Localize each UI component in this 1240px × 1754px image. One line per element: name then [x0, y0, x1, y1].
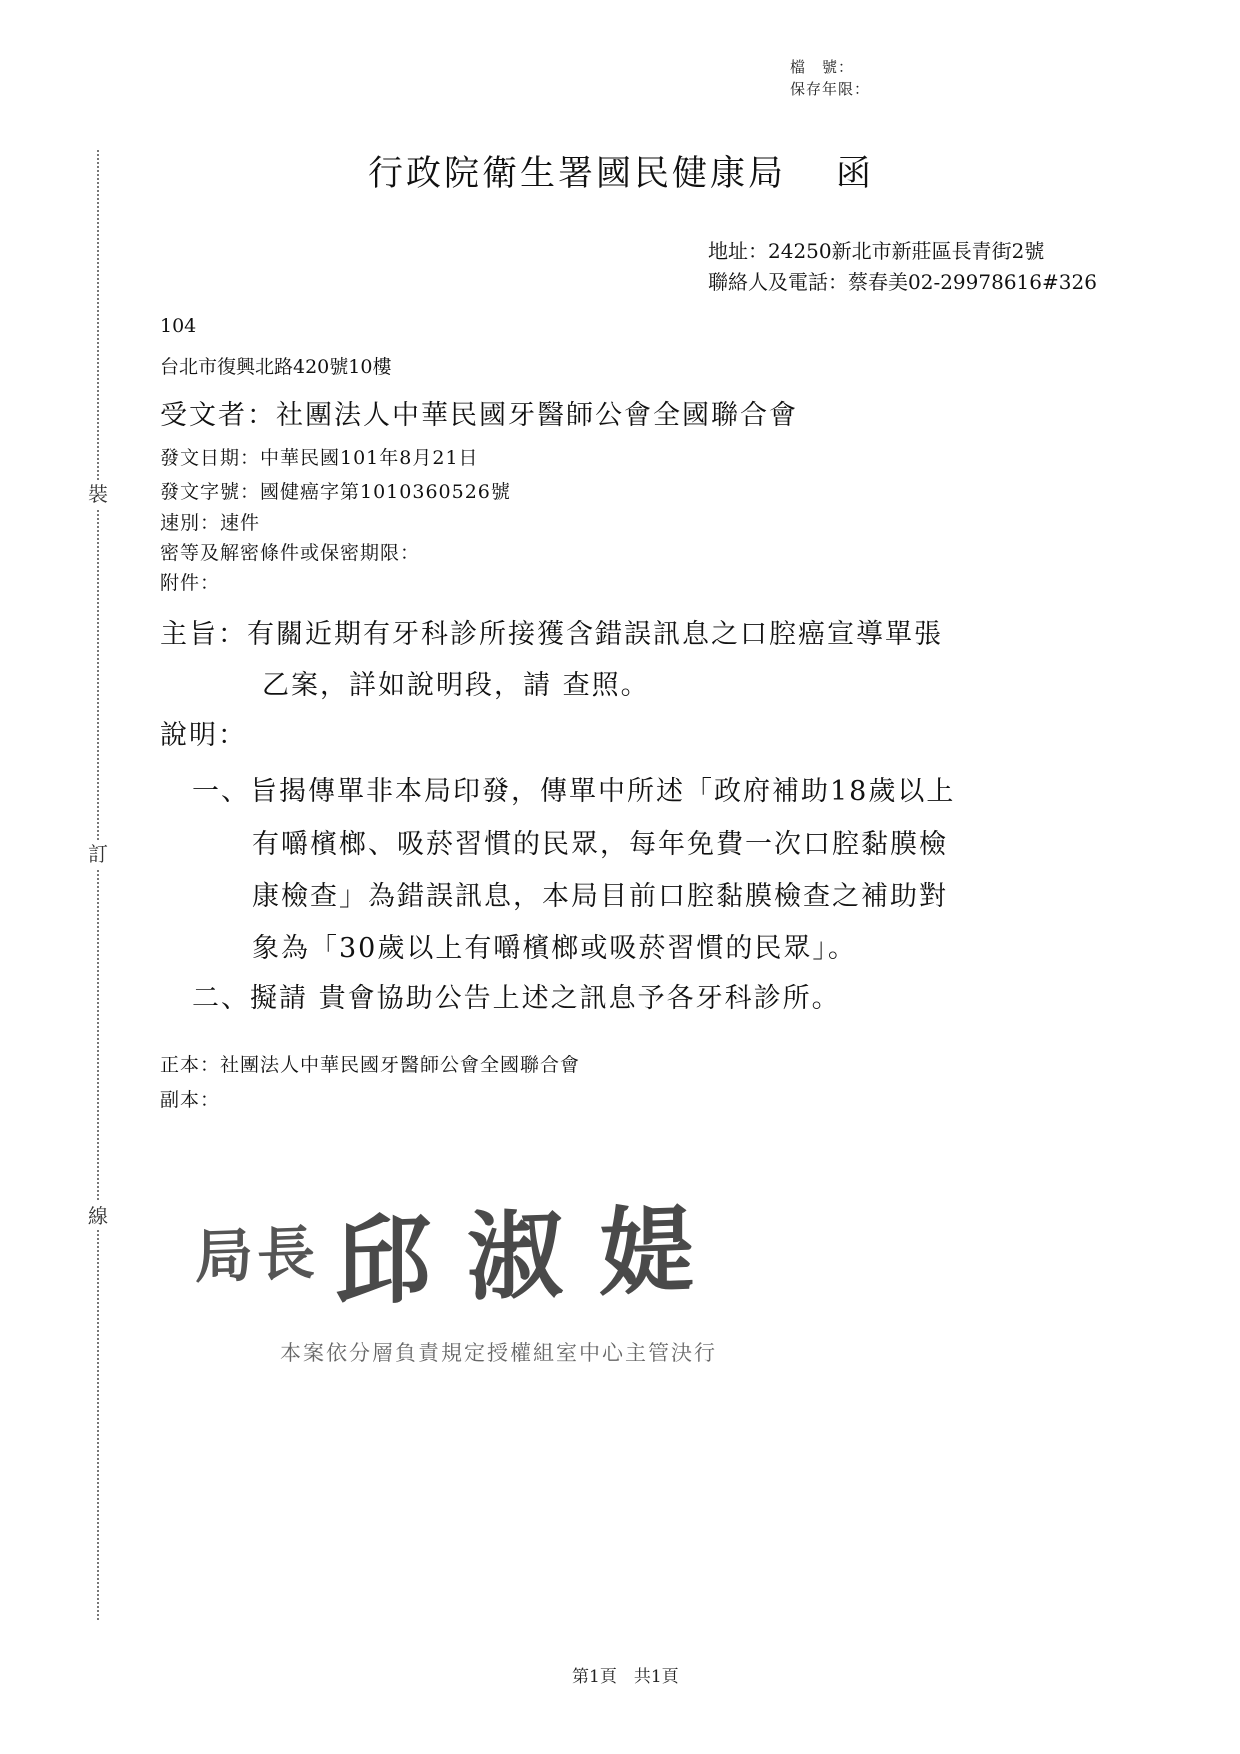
file-number-label: 檔 號： [790, 58, 855, 76]
document-number: 發文字號：國健癌字第1010360526號 [160, 481, 511, 503]
subject-line-1: 主旨：有關近期有牙科診所接獲含錯誤訊息之口腔癌宣導單張 [160, 619, 943, 650]
issue-date: 發文日期：中華民國101年8月21日 [160, 447, 479, 469]
subject-line-2: 乙案，詳如說明段，請 查照。 [262, 670, 650, 701]
explanation-item-1-line-3: 康檢查」為錯誤訊息，本局目前口腔黏膜檢查之補助對 [252, 881, 948, 912]
sender-address: 地址：24250新北市新莊區長青街2號 [708, 239, 1045, 263]
sender-info [708, 236, 1097, 298]
explanation-item-1-line-1: 一、旨揭傳單非本局印發，傳單中所述「政府補助18歲以上 [192, 776, 956, 807]
copy-recipient: 副本： [160, 1089, 221, 1111]
delivery-speed: 速別：速件 [160, 512, 261, 534]
recipient-name: 受文者：社團法人中華民國牙醫師公會全國聯合會 [160, 400, 798, 431]
recipient-zip: 104 [160, 315, 197, 337]
explanation-item-1-line-4: 象為「30歲以上有嚼檳榔或吸菸習慣的民眾」。 [252, 933, 857, 964]
attachment: 附件： [160, 572, 221, 594]
signature-name: 邱淑媞 [335, 1192, 731, 1319]
explanation-heading: 說明： [160, 720, 247, 751]
secrecy-level: 密等及解密條件或保密期限： [160, 542, 421, 564]
recipient-address: 台北市復興北路420號10樓 [160, 356, 392, 378]
sender-contact: 聯絡人及電話：蔡春美02-29978616#326 [708, 270, 1097, 294]
explanation-item-1-line-2: 有嚼檳榔、吸菸習慣的民眾，每年免費一次口腔黏膜檢 [252, 829, 948, 860]
binding-char-1: 裝 [88, 482, 108, 506]
agency-name: 行政院衛生署國民健康局 [368, 154, 787, 194]
original-recipient: 正本：社團法人中華民國牙醫師公會全國聯合會 [160, 1054, 581, 1076]
document-title [368, 146, 874, 196]
document-kind: 函 [836, 154, 875, 194]
retention-label: 保存年限： [790, 80, 871, 98]
signature-title: 局長 [195, 1218, 320, 1292]
binding-char-3: 線 [88, 1204, 108, 1228]
delegation-note: 本案依分層負責規定授權組室中心主管決行 [280, 1341, 717, 1365]
binding-char-2: 訂 [88, 842, 108, 866]
file-meta [790, 56, 870, 100]
page-number: 第1頁 共1頁 [572, 1667, 679, 1687]
explanation-item-2: 二、擬請 貴會協助公告上述之訊息予各牙科診所。 [192, 983, 841, 1014]
binding-line [97, 150, 99, 1620]
